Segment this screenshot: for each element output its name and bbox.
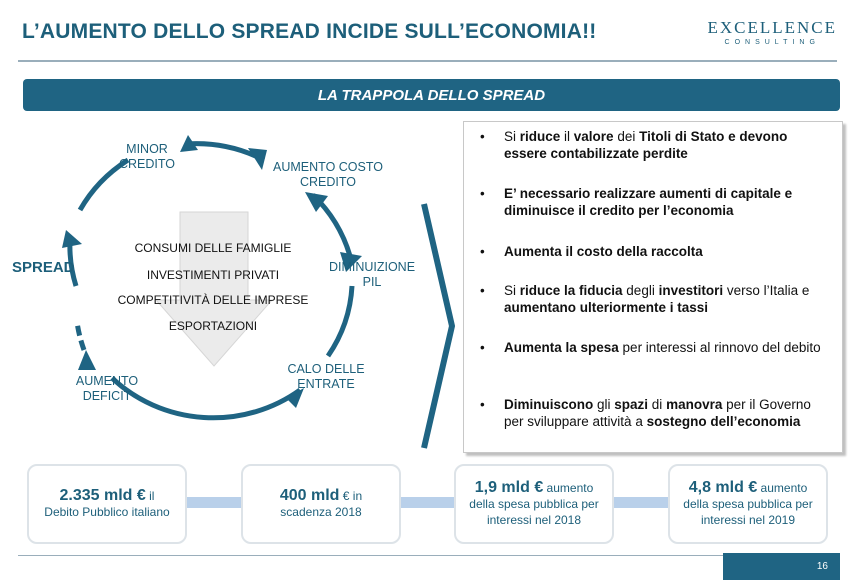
stat-description: della spesa pubblica per interessi nel 2019 [683, 497, 813, 527]
bullet-item: • Diminuiscono gli spazi di manovra per il Governo per sviluppare attività a sostegno dell’economia [480, 397, 811, 429]
page-number: 16 [723, 553, 840, 580]
logo-main-text: EXCELLENCE [707, 18, 837, 37]
center-item-consumi: CONSUMI DELLE FAMIGLIE [134, 241, 292, 255]
stat-card [27, 464, 187, 544]
bullet-item: • Si riduce il valore dei Titoli di Stato e devono essere contabilizzate perdite [480, 129, 788, 161]
center-item-competitivita: COMPETITIVITÀ DELLE IMPRESE [117, 293, 309, 307]
bullet-text: Si riduce la fiducia degli investitori verso l’Italia e aumentano ulteriormente i tassi [504, 283, 810, 315]
page-title: L’AUMENTO DELLO SPREAD INCIDE SULL’ECONOMIA!! [22, 20, 597, 43]
stat-card [668, 464, 828, 544]
stat-suffix: aumento [757, 481, 808, 495]
stat-description: Debito Pubblico italiano [44, 505, 170, 519]
stat-card [241, 464, 401, 544]
bullet-text: Si riduce il valore dei Titoli di Stato e devono essere contabilizzate perdite [504, 129, 788, 161]
stat-card [454, 464, 614, 544]
stat-value: 1,9 mld € [474, 479, 544, 496]
banner-title: LA TRAPPOLA DELLO SPREAD [317, 86, 546, 104]
center-item-esportazioni: ESPORTAZIONI [168, 319, 258, 333]
stat-value: 4,8 mld € [688, 479, 758, 496]
stat-value: 400 mld [279, 487, 340, 504]
stat-suffix: € in [339, 489, 363, 503]
stat-suffix: il [145, 489, 155, 503]
footer-divider [18, 555, 733, 556]
center-item-investimenti: INVESTIMENTI PRIVATI [146, 268, 280, 282]
arrowhead-5-icon [78, 350, 96, 370]
company-logo [707, 18, 837, 46]
logo-sub-text: CONSULTING [724, 39, 820, 46]
cycle-label-diminuzione-pil: DIMINUIZIONE PIL [328, 260, 416, 289]
bullet-text: Aumenta il costo della raccolta [504, 244, 703, 259]
cycle-label-aumento-deficit: AUMENTO DEFICIT [75, 374, 139, 403]
cycle-label-calo-entrate: CALO DELLE ENTRATE [287, 362, 365, 391]
bullet-text: Aumenta la spesa per interessi al rinnovo del debito [504, 340, 821, 355]
arrowhead-6-icon [62, 230, 82, 248]
stat-description: della spesa pubblica per interessi nel 2018 [469, 497, 599, 527]
down-arrow-icon [156, 212, 272, 366]
bullet-text: Diminuiscono gli spazi di manovra per il Governo per sviluppare attività a sostegno dell’economia [504, 397, 811, 429]
cycle-label-aumento-costo-credito: AUMENTO COSTO CREDITO [273, 160, 383, 189]
cycle-label-minor-credito: MINOR CREDITO [118, 142, 176, 171]
arc-deficit [77, 322, 84, 350]
spread-label: SPREAD [12, 259, 75, 276]
bullet-item: • E’ necessario realizzare aumenti di capitale e diminuisce il credito per l’economia [480, 186, 793, 218]
arc-pil [328, 286, 352, 356]
chevron-right-icon [424, 204, 452, 448]
stat-value: 2.335 mld € [59, 487, 146, 504]
stat-suffix: aumento [543, 481, 594, 495]
bullet-item: • Aumenta il costo della raccolta [480, 244, 703, 259]
bullet-item: • Aumenta la spesa per interessi al rinnovo del debito [480, 340, 821, 355]
consequences-box [463, 121, 843, 453]
bullet-text: E’ necessario realizzare aumenti di capitale e diminuisce il credito per l’economia [504, 186, 793, 218]
bullet-item: • Si riduce la fiducia degli investitori verso l’Italia e aumentano ulteriormente i tassi [480, 283, 810, 315]
stat-description: scadenza 2018 [280, 505, 362, 519]
